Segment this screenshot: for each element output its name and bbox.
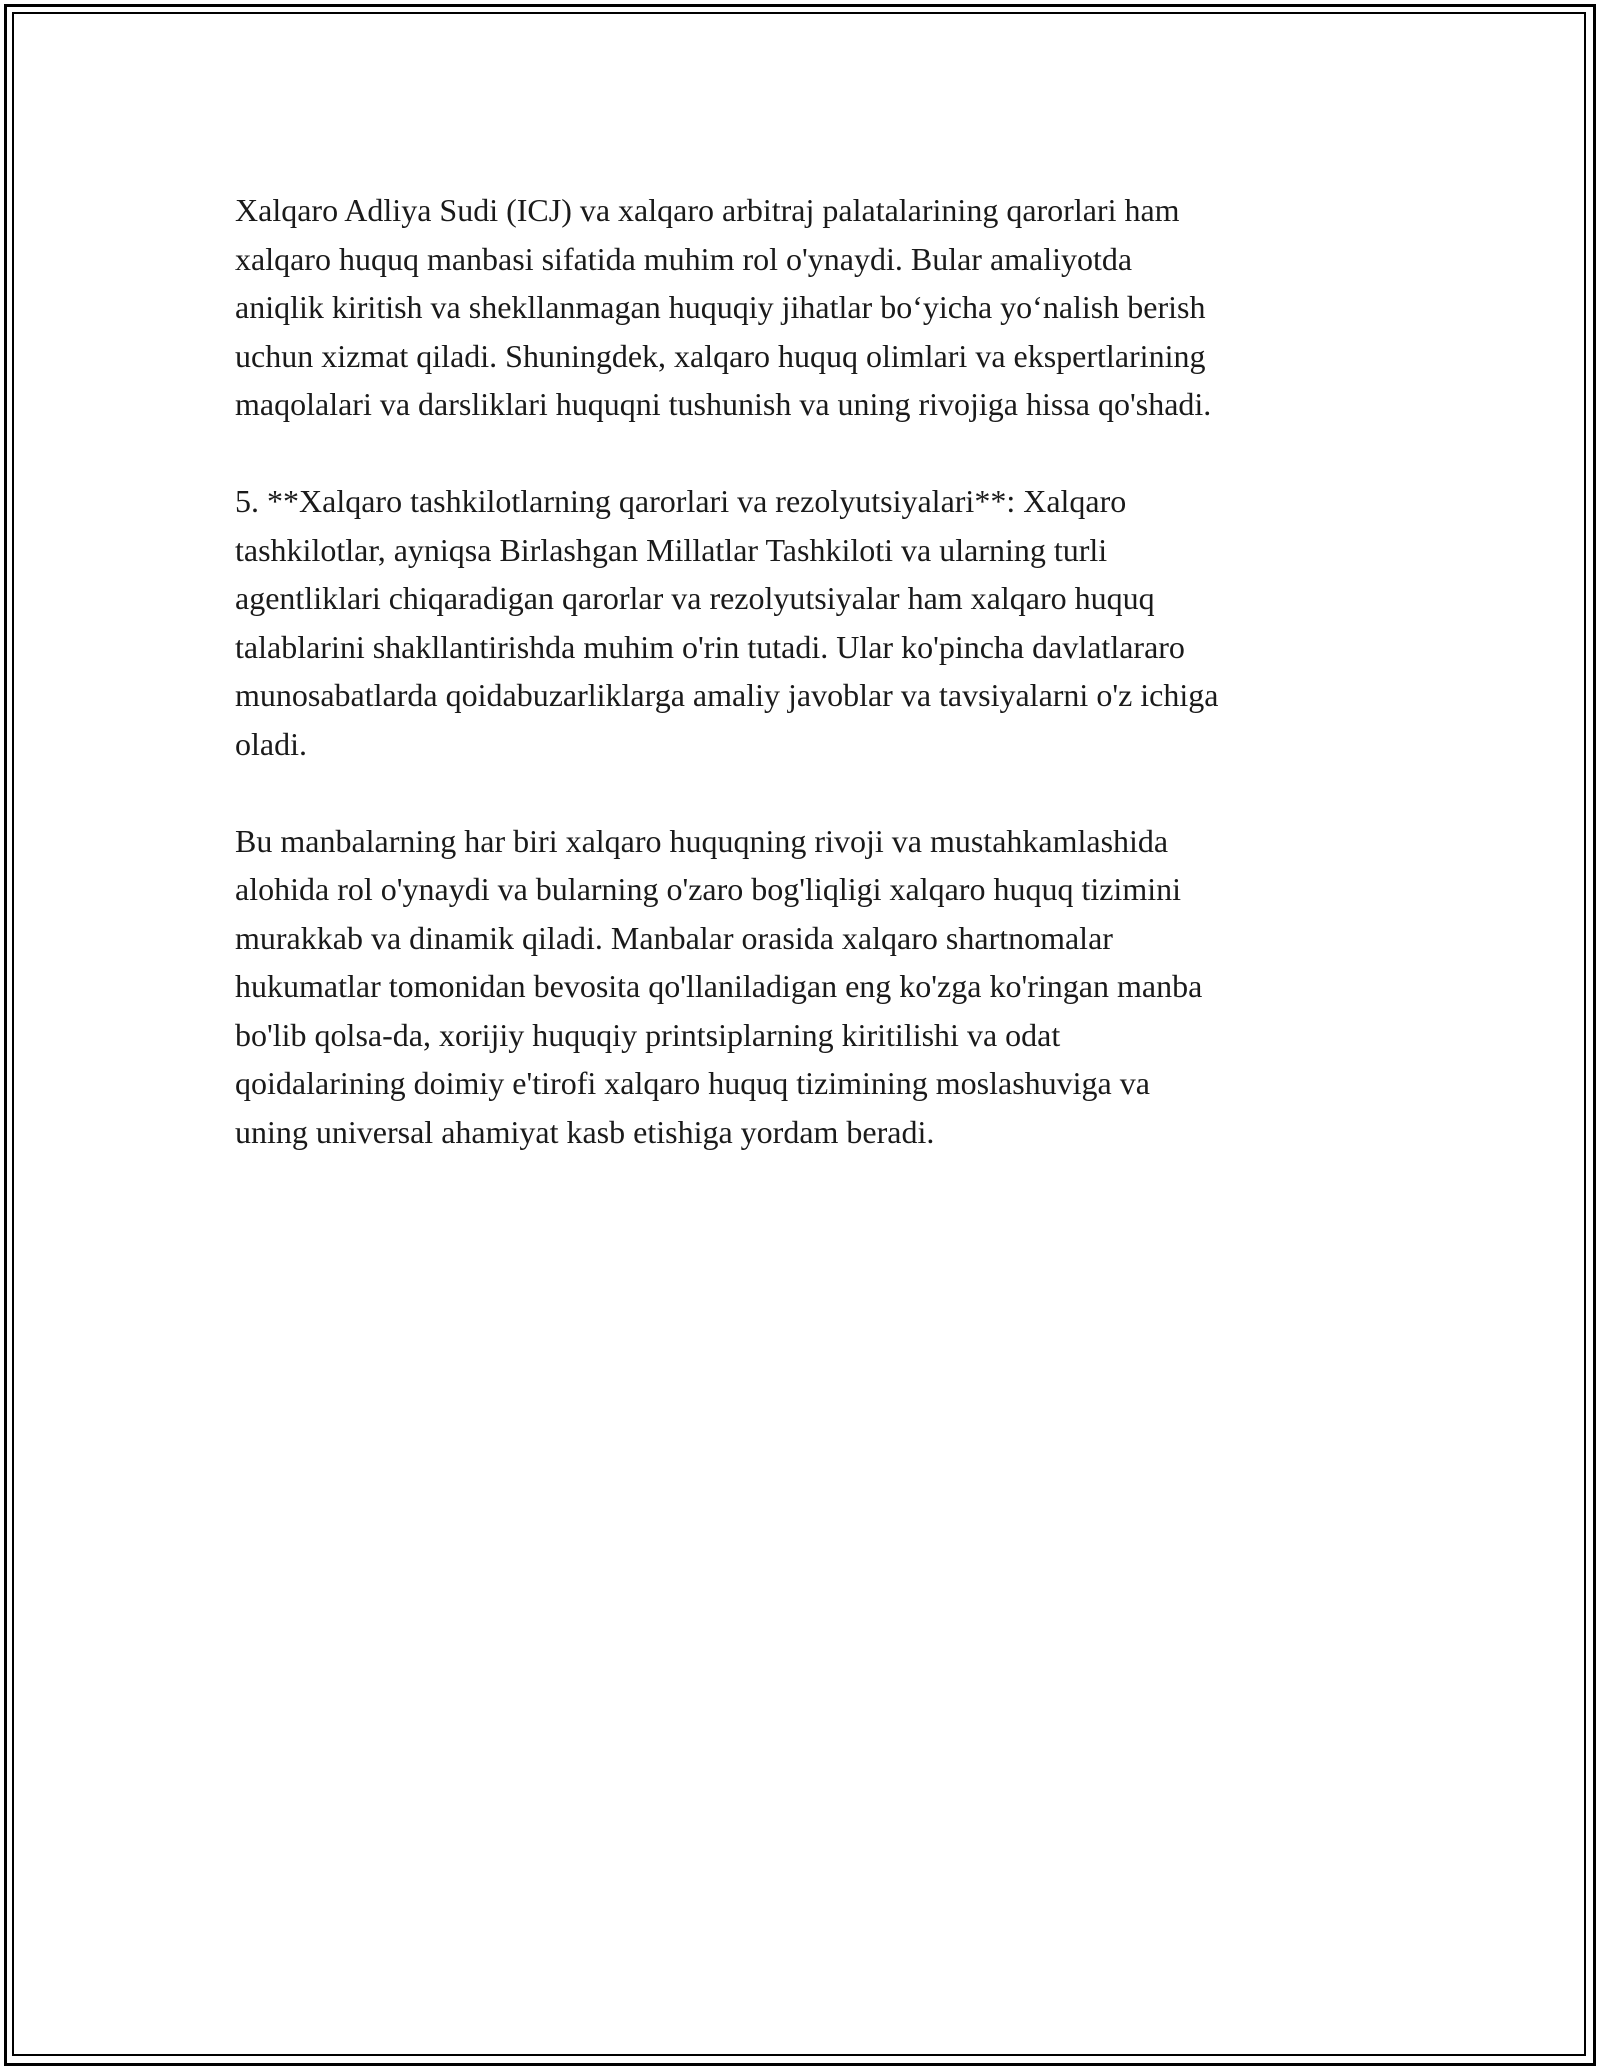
paragraph-international-organizations: 5. **Xalqaro tashkilotlarning qarorlari va rezolyutsiyalari**: Xalqaro tashkilotlar, ayniqsa Birlashgan Millatlar Tashkiloti va ularning turli agentliklari chiqaradigan qarorlar va rezolyutsiyalar ham xalqaro huquq talablarini shakllantirishda muhim o'rin tutadi. Ular ko'pincha davlatlararo munosabatlarda qoidabuzarliklarga amaliy javoblar va tavsiyalarni o'z ichiga oladi. [235,483,1219,762]
paragraph-conclusion: Bu manbalarning har biri xalqaro huquqning rivoji va mustahkamlashida alohida rol o'ynaydi va bularning o'zaro bog'liqligi xalqaro huquq tizimini murakkab va dinamik qiladi. Manbalar orasida xalqaro shartnomalar hukumatlar tomonidan bevosita qo'llaniladigan eng ko'zga ko'ringan manba bo'lib qolsa-da, xorijiy huquqiy printsiplarning kiritilishi va odat qoidalarining doimiy e'tirofi xalqaro huquq tizimining moslashuviga va uning universal ahamiyat kasb etishiga yordam beradi. [235,822,1203,1150]
document-body [235,186,1375,1205]
paragraph-icj-decisions: Xalqaro Adliya Sudi (ICJ) va xalqaro arbitraj palatalarining qarorlari ham xalqaro huquq manbasi sifatida muhim rol o'ynaydi. Bular amaliyotda aniqlik kiritish va shekllanmagan huquqiy jihatlar bo‘yicha yo‘nalish berish uchun xizmat qiladi. Shuningdek, xalqaro huquq olimlari va ekspertlarining maqolalari va darsliklari huquqni tushunish va uning rivojiga hissa qo'shadi. [235,192,1212,422]
